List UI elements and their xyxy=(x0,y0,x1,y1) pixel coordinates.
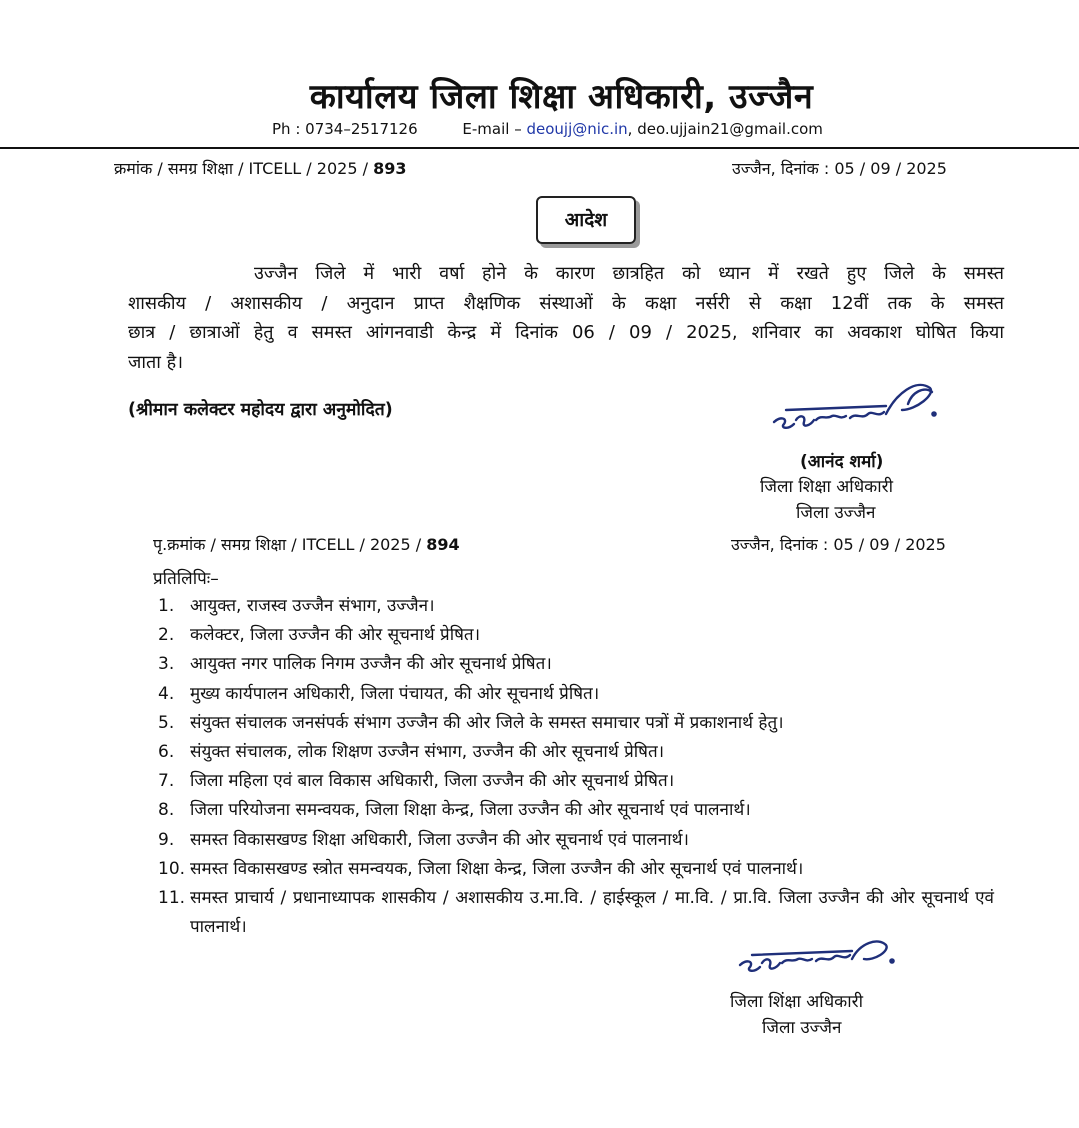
phone-number: 0734–2517126 xyxy=(305,120,418,138)
list-item: 11. समस्त प्राचार्य / प्रधानाध्यापक शासकीय / अशासकीय उ.मा.वि. / हाईस्कूल / मा.वि. / प्रा.वि. जिला उज्जैन की ओर सूचनार्थ एवं पालनार्थ। xyxy=(158,887,994,938)
signature-mark xyxy=(766,370,946,442)
copy-place-date: उज्जैन, दिनांक : 05 / 09 / 2025 xyxy=(731,535,946,554)
list-item: 1. आयुक्त, राजस्व उज्जैन संभाग, उज्जैन। xyxy=(158,596,435,616)
copy-to-label: प्रतिलिपिः– xyxy=(153,569,219,589)
order-reference xyxy=(114,157,406,179)
list-item: 3. आयुक्त नगर पालिक निगम उज्जैन की ओर सूचनार्थ प्रेषित। xyxy=(158,654,552,675)
order-ref-number: 893 xyxy=(373,159,407,178)
order-body-line: जाता है। xyxy=(128,351,184,373)
copy-ref-number: 894 xyxy=(426,535,460,554)
distribution-list xyxy=(158,592,998,943)
email-separator: , xyxy=(627,120,633,138)
order-body xyxy=(128,259,1004,377)
office-title: कार्यालय जिला शिक्षा अधिकारी, उज्जैन xyxy=(309,77,814,117)
list-item: 6. संयुक्त संचालक, लोक शिक्षण उज्जैन संभाग, उज्जैन की ओर सूचनार्थ प्रेषित। xyxy=(158,741,665,762)
phone-label: Ph : xyxy=(272,120,301,138)
final-signature-mark xyxy=(734,935,904,985)
contact-line xyxy=(272,120,823,138)
order-body-line: शासकीय / अशासकीय / अनुदान प्राप्त शैक्षणिक संस्थाओं के कक्षा नर्सरी से कक्षा 12वीं तक के समस्त xyxy=(128,292,1004,314)
order-ref-prefix: क्रमांक / समग्र शिक्षा / ITCELL / 2025 / xyxy=(114,159,368,178)
order-place-date: उज्जैन, दिनांक : 05 / 09 / 2025 xyxy=(732,159,947,178)
phone-info xyxy=(272,120,418,138)
list-item: 4. मुख्य कार्यपालन अधिकारी, जिला पंचायत, की ओर सूचनार्थ प्रेषित। xyxy=(158,683,600,704)
list-item: 5. संयुक्त संचालक जनसंपर्क संभाग उज्जैन की ओर जिले के समस्त समाचार पत्रों में प्रकाशनार्थ हेतु। xyxy=(158,712,784,733)
copy-order-reference xyxy=(153,533,460,555)
email-secondary-link[interactable]: deo.ujjain21@gmail.com xyxy=(637,120,823,138)
signatory-location: जिला उज्जैन xyxy=(796,503,876,523)
final-signatory-designation: जिला शिंक्षा अधिकारी xyxy=(730,992,863,1012)
list-item: 7. जिला महिला एवं बाल विकास अधिकारी, जिला उज्जैन की ओर सूचनार्थ प्रेषित। xyxy=(158,771,675,792)
list-item: 2. कलेक्टर, जिला उज्जैन की ओर सूचनार्थ प्रेषित। xyxy=(158,625,481,646)
list-item: 9. समस्त विकासखण्ड शिक्षा अधिकारी, जिला उज्जैन की ओर सूचनार्थ एवं पालनार्थ। xyxy=(158,829,689,850)
email-label: E-mail – xyxy=(462,120,522,138)
final-signatory-location: जिला उज्जैन xyxy=(762,1018,842,1038)
order-heading: आदेश xyxy=(536,196,636,244)
copy-ref-prefix: पृ.क्रमांक / समग्र शिक्षा / ITCELL / 2025 / xyxy=(153,535,422,554)
signatory-name: (आनंद शर्मा) xyxy=(800,452,884,472)
order-body-line: छात्र / छात्राओं हेतु व समस्त आंगनवाडी केन्द्र में दिनांक 06 / 09 / 2025, शनिवार का अवकाश घोषित किया xyxy=(128,322,1004,343)
list-item: 10. समस्त विकासखण्ड स्त्रोत समन्वयक, जिला शिक्षा केन्द्र, जिला उज्जैन की ओर सूचनार्थ एवं पालनार्थ। xyxy=(158,858,804,879)
email-primary-link[interactable]: deoujj@nic.in xyxy=(526,120,628,138)
approval-note: (श्रीमान कलेक्टर महोदय द्वारा अनुमोदित) xyxy=(128,400,393,420)
signatory-designation: जिला शिक्षा अधिकारी xyxy=(760,477,893,497)
header-divider xyxy=(0,147,1079,149)
order-body-line: उज्जैन जिले में भारी वर्षा होने के कारण छात्रहित को ध्यान में रखते हुए जिले के समस्त xyxy=(254,263,1004,284)
list-item: 8. जिला परियोजना समन्वयक, जिला शिक्षा केन्द्र, जिला उज्जैन की ओर सूचनार्थ एवं पालनार्थ। xyxy=(158,800,751,821)
